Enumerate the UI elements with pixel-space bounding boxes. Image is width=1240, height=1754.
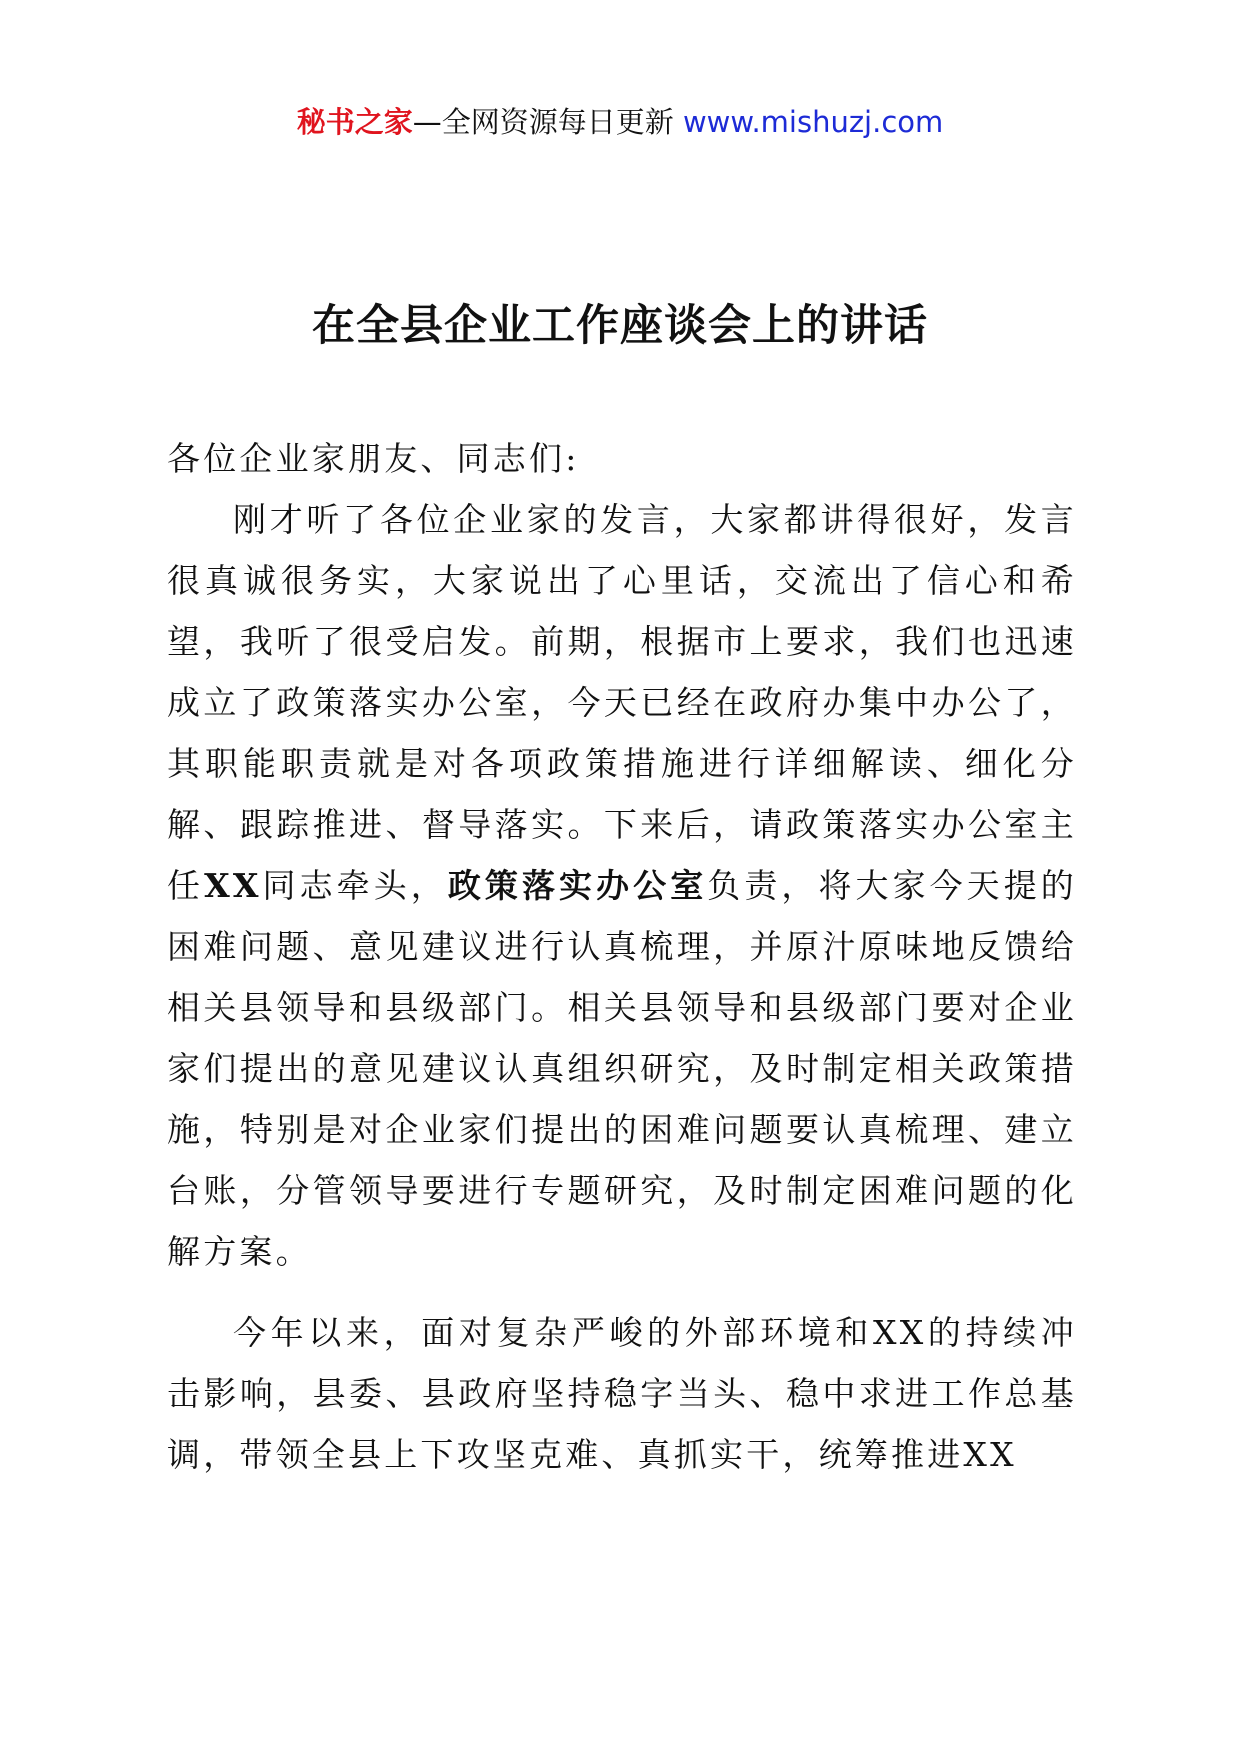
paragraph-1-text-b: 同志牵头， [261,866,448,905]
paragraph-1 [167,489,1077,1282]
paragraph-1-text-c: 负责，将大家今天提的困难问题、意见建议进行认真梳理，并原汁原味地反馈给相关县领导和县级部门。相关县领导和县级部门要对企业家们提出的意见建议认真组织研究，及时制定相关政策措施，特别是对企业家们提出的困难问题要认真梳理、建立台账，分管领导要进行专题研究，及时制定困难问题的化解方案。 [167,866,1078,1271]
header-slogan: —全网资源每日更新 [412,105,683,139]
paragraph-1-bold-office: 政策落实办公室 [447,866,708,905]
paragraph-1-text-a: 刚才听了各位企业家的发言，大家都讲得很好，发言很真诚很务实，大家说出了心里话，交流出了信心和希望，我听了很受启发。前期，根据市上要求，我们也迅速成立了政策落实办公室，今天已经在政府办集中办公了，其职能职责就是对各项政策措施进行详细解读、细化分解、跟踪推进、督导落实。下来后，请政策落实办公室主任 [167,500,1077,905]
brand-name: 秘书之家 [296,105,413,139]
paragraph-1-bold-name: XX [204,866,262,905]
paragraph-2: 今年以来，面对复杂严峻的外部环境和XX的持续冲击影响，县委、县政府坚持稳字当头、稳中求进工作总基调，带领全县上下攻坚克难、真抓实干，统筹推进XX [167,1313,1077,1474]
document-body [167,428,1077,1485]
site-url-link[interactable]: www.mishuzj.com [682,105,944,139]
salutation: 各位企业家朋友、同志们: [167,439,580,478]
document-title: 在全县企业工作座谈会上的讲话 [312,301,928,351]
site-header [0,102,1240,142]
